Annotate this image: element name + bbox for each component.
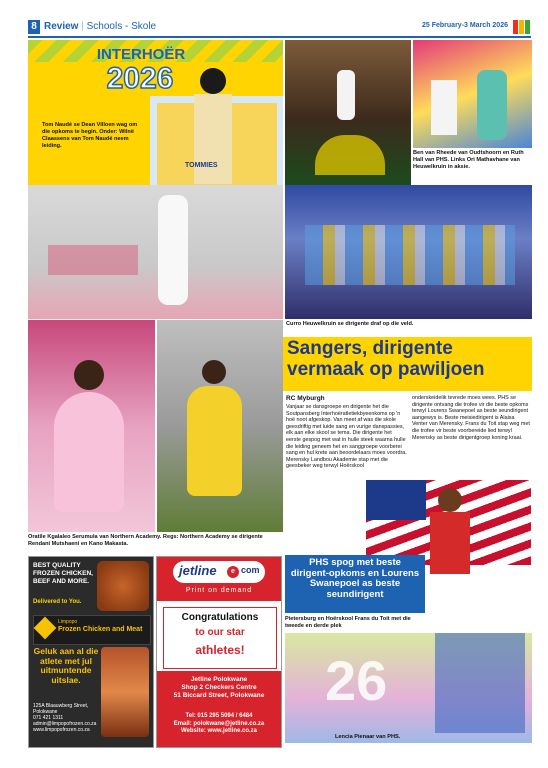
brand-name: Frozen Chicken and Meat <box>58 626 143 633</box>
performer-blue <box>435 633 525 733</box>
ad-headline: BEST QUALITY FROZEN CHICKEN, BEEF AND MORE. <box>33 562 93 585</box>
dancer-dress-2 <box>187 386 242 496</box>
performer-head <box>200 68 226 94</box>
jetline-address: Jetline Polokwane Shop 2 Checkers Centre 51 Biccard Street, Polokwane <box>173 676 265 699</box>
phs-heading: PHS spog met beste dirigent-opkoms en Lourens Swanepoel as beste seundirigent <box>290 557 420 600</box>
section-label: Review | Schools - Skole <box>44 21 157 32</box>
dancer-head <box>74 360 104 390</box>
article-byline: RC Myburgh <box>286 395 325 402</box>
jetline-contact-box <box>157 671 281 747</box>
article-title: Sangers, dirigente vermaak op pawiljoen <box>287 338 485 380</box>
congrats-line-3: athletes! <box>195 643 245 657</box>
article-column-1: Vanjaar se dansgroepe en dirigente het die Soutpansberg Interhoëratletiekbyeenkoms op 'n hoë noot afgeskop. Van meet af was die skole geesdriftig met luide sang en vurige danspassies, elk aan elke skool se tema. Die dirigente het eerste gespog met wat in hulle steek waarna hulle die leiding geneem het en sanggroepe voorberei sang en hul krete aan beoordelaars moes voordra. Merensky Landbou Akademie stap met die geesbeker weg terwyl Hoërskool <box>286 404 407 470</box>
photo-dancers-white <box>28 185 283 319</box>
dancer-white <box>158 195 188 305</box>
ad-delivered: Delivered to You. <box>33 599 82 605</box>
photo-costumed-performers <box>413 40 532 148</box>
ad-contact: 125A Blaauwberg Street, Polokwane 071 421 1311 admin@limpopofrozen.co.za www.limpopofrozen.co.za <box>33 703 97 733</box>
ad-jetline <box>156 556 282 748</box>
caption-lencia: Lencia Pienaar van PHS. <box>335 734 401 740</box>
brand-logo-icon <box>34 617 57 640</box>
tommies-sign: TOMMIES <box>185 162 218 169</box>
flag-canton <box>366 480 426 520</box>
photo-jumping-dancer <box>285 40 411 185</box>
color-stripe-yellow <box>519 20 524 34</box>
sign-board <box>48 245 138 275</box>
performer-body <box>194 94 232 184</box>
ad-limpopo-frozen <box>28 556 154 748</box>
dancer-figure <box>337 70 355 120</box>
photo-phs-performers <box>285 633 532 743</box>
congrats-line-2: to our star <box>195 627 245 638</box>
dancer-head-2 <box>202 360 226 384</box>
dancers-group <box>305 225 515 285</box>
jetline-e-icon: e <box>227 566 239 578</box>
congrats-box <box>163 607 277 669</box>
photo-curro-dancers <box>285 185 532 319</box>
performer-white <box>431 80 457 135</box>
color-stripe-red <box>513 20 518 34</box>
big-numbers-prop: 26 <box>325 649 388 712</box>
chicken-image <box>97 561 149 611</box>
color-stripe-green <box>525 20 530 34</box>
brand-small: Limpopo <box>58 619 78 625</box>
page-number: 8 <box>28 20 40 34</box>
article-column-2: onderskeidelik tevrede moes wees. PHS se dirigente ontvang die trofee vir die beste opkoms terwyl Lourens Swanepoel as beste seundirigent aangewys is. Beste meisiedirigent is Alaisa Venter van Merensky. Frans du Toit stap weg met die trofee vir beste voorbereide lied terwyl Merensky as beste dirigentgroep koning kraai. <box>412 395 530 441</box>
performer-dress-red <box>430 512 470 574</box>
photo-pink-dancer <box>28 320 155 532</box>
banner-year: 2026 <box>106 62 174 95</box>
banner-photo <box>28 40 283 185</box>
jetline-logo: jetline <box>179 563 217 578</box>
performer-teal <box>477 70 507 140</box>
jetline-tagline: Print on demand <box>185 587 253 594</box>
congrats-line-1: Congratulations <box>181 612 259 623</box>
jetline-contacts: Tel: 015 295 5094 / 6484 Email: polokwane@jetline.co.za Website: www.jetline.co.za <box>173 713 265 734</box>
jetline-dotcom: com <box>241 565 260 575</box>
banner-title: INTERHOËR <box>96 46 186 63</box>
caption-top-left: Tom Naudé se Dean Villoen wag om die opkoms te begin. Onder: Wilnë Claassens van Tom Naudé neem leiding. <box>42 122 138 149</box>
caption-phs-sub: Pietersburg en Hoërskool Frans du Toit met die tweede en derde plek <box>285 616 411 629</box>
ad-message: Geluk aan al die atlete met jul uitmuntende uitslae. <box>33 646 99 685</box>
dancer-dress <box>54 392 124 512</box>
ad-brand-box <box>33 615 151 645</box>
meat-image <box>101 647 149 737</box>
photo-yellow-dancer <box>157 320 283 532</box>
performer-head-3 <box>438 488 462 512</box>
caption-bottom-left: Oratile Kgalaleo Serumula van Northern Academy. Regs: Northern Academy se dirigente Rendani Mutshaeni en Kano Makasta. <box>28 534 263 547</box>
crowd-shape <box>315 135 385 175</box>
issue-date: 25 February-3 March 2026 <box>422 22 508 29</box>
caption-top-right: Ben van Rheede van Oudtshoorn en Ruth Hall van PHS. Links Ori Mathavhane van Heuwelkruin in aksie. <box>413 150 524 170</box>
caption-middle: Curro Heuwelkruin se dirigente draf op die veld. <box>286 321 414 327</box>
